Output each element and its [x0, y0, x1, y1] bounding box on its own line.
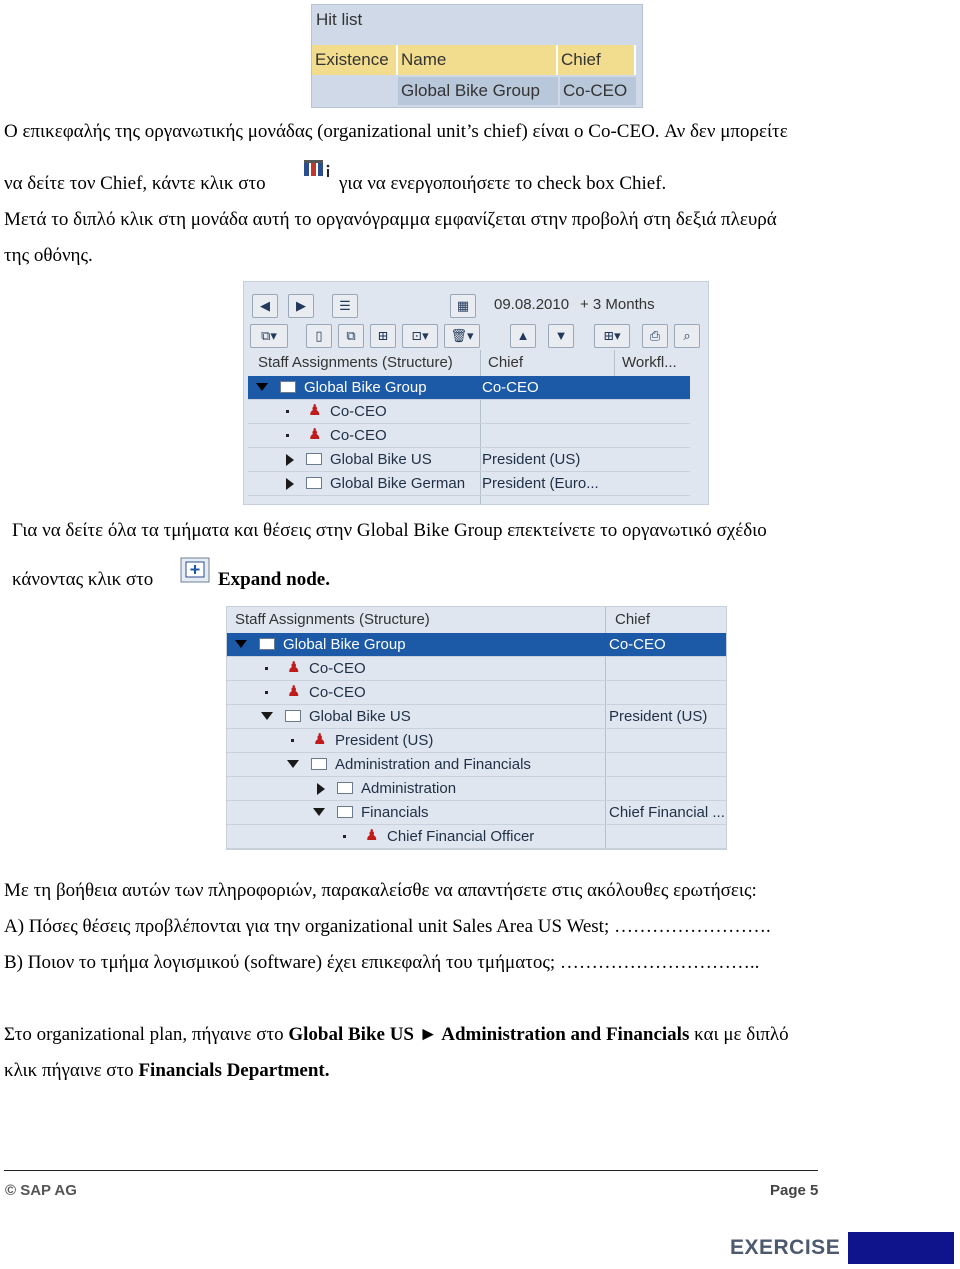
move-up-icon[interactable]: ▲ [510, 324, 536, 348]
tree2-header-structure[interactable]: Staff Assignments (Structure) [235, 611, 430, 628]
copy-icon[interactable]: ⧉ [338, 324, 364, 348]
chief-column-settings-icon[interactable] [303, 160, 333, 184]
para1-line3: Μετά το διπλό κλικ στη μονάδα αυτή το οργανόγραμμα εμφανίζεται στην προβολή στη δεξιά πλευρά [4, 209, 777, 230]
person-icon: ♟ [365, 828, 379, 844]
tree-row[interactable]: Administration and Financials [227, 753, 726, 777]
tree-row[interactable]: Global Bike US President (US) [227, 705, 726, 729]
tree-row[interactable]: ♟ Co-CEO [227, 681, 726, 705]
hit-list-chief-cell[interactable]: Co-CEO [560, 77, 636, 105]
column-chief[interactable]: Chief [558, 45, 636, 75]
para3-line1: Στο organizational plan, πήγαινε στο Global Bike US ► Administration and Financials και με διπλό [4, 1024, 789, 1045]
tree-row[interactable]: ♟ Co-CEO [248, 400, 690, 424]
period-text: + 3 Months [580, 296, 655, 313]
forward-arrow-icon[interactable]: ▶ [288, 294, 314, 318]
hit-list-header [312, 45, 642, 75]
expand-node-label: Expand node. [218, 569, 330, 590]
move-down-icon[interactable]: ▼ [548, 324, 574, 348]
hit-list-name-cell[interactable]: Global Bike Group [398, 77, 558, 105]
footer-divider [4, 1170, 818, 1171]
new-document-icon[interactable]: ▯ [306, 324, 332, 348]
structure-icon[interactable]: ⊞ [370, 324, 396, 348]
questions-intro: Με τη βοήθεια αυτών των πληροφοριών, παρακαλείσθε να απαντήσετε στις ακόλουθες ερωτήσεις: [4, 880, 757, 901]
tree-row[interactable]: Global Bike German President (Euro... [248, 472, 690, 496]
question-a: Α) Πόσες θέσεις προβλέπονται για την organizational unit Sales Area US West; ……………………. [4, 916, 771, 937]
list-icon[interactable]: ☰ [332, 294, 358, 318]
tree-row[interactable]: ♟ Co-CEO [248, 424, 690, 448]
question-b: Β) Ποιον το τμήμα λογισμικού (software) έχει επικεφαλή του τμήματος; ………………………….. [4, 952, 760, 973]
org-structure-panel-1 [243, 281, 709, 505]
footer-page-number: Page 5 [770, 1182, 819, 1199]
settings-dropdown-icon[interactable]: ⊞▾ [594, 324, 630, 348]
calendar-icon[interactable]: ▦ [450, 294, 476, 318]
tree-row[interactable]: Global Bike Group Co-CEO [248, 376, 690, 400]
hit-list-title: Hit list [316, 10, 363, 29]
para1-line4: της οθόνης. [4, 245, 93, 266]
print-icon[interactable]: ⎙ [642, 324, 668, 348]
tree-row[interactable]: Global Bike Group Co-CEO [227, 633, 726, 657]
copy-dropdown-icon[interactable]: ⧉▾ [250, 324, 288, 348]
person-icon: ♟ [308, 403, 322, 419]
tree1-header-structure[interactable]: Staff Assignments (Structure) [258, 354, 453, 371]
para2-line2-pre: κάνοντας κλικ στο [12, 569, 154, 590]
tree1-header-workflow[interactable]: Workfl... [622, 354, 677, 371]
person-icon: ♟ [313, 732, 327, 748]
column-name[interactable]: Name [398, 45, 558, 75]
tree-row[interactable]: ♟ Co-CEO [227, 657, 726, 681]
key-date: 09.08.2010 [494, 296, 570, 313]
footer-copyright: © SAP AG [5, 1182, 77, 1199]
tree-row[interactable]: Administration [227, 777, 726, 801]
para1-line2-pre: να δείτε τον Chief, κάντε κλικ στο [4, 173, 266, 194]
hit-list-panel [311, 4, 643, 108]
exercise-color-block [848, 1232, 954, 1264]
expand-node-icon[interactable] [180, 557, 214, 585]
tree1-header-chief[interactable]: Chief [488, 354, 524, 371]
exercise-label: EXERCISE [730, 1236, 841, 1259]
tree2-header-chief[interactable]: Chief [615, 611, 651, 628]
delete-dropdown-icon[interactable]: 🗑▾ [444, 324, 480, 348]
back-arrow-icon[interactable]: ◀ [252, 294, 278, 318]
tree-row[interactable]: ♟ President (US) [227, 729, 726, 753]
person-icon: ♟ [287, 684, 301, 700]
column-existence[interactable]: Existence [312, 45, 398, 75]
person-icon: ♟ [287, 660, 301, 676]
org-structure-panel-2 [226, 606, 727, 850]
tree-row[interactable]: Financials Chief Financial ... [227, 801, 726, 825]
tree-row[interactable]: ♟ Chief Financial Officer [227, 825, 726, 849]
person-icon: ♟ [308, 427, 322, 443]
para1-line1: Ο επικεφαλής της οργανωτικής μονάδας (organizational unit’s chief) είναι ο Co-CEO. Αν δεν μπορείτε [4, 121, 788, 142]
para2-line1: Για να δείτε όλα τα τμήματα και θέσεις στην Global Bike Group επεκτείνετε το οργανωτικό σχέδιο [12, 520, 767, 541]
find-icon[interactable]: ⌕ [674, 324, 700, 348]
tree-row[interactable]: Global Bike US President (US) [248, 448, 690, 472]
para3-line2: κλικ πήγαινε στο Financials Department. [4, 1060, 330, 1081]
assign-dropdown-icon[interactable]: ⊡▾ [402, 324, 438, 348]
para1-line2-post: για να ενεργοποιήσετε το check box Chief. [339, 173, 667, 194]
